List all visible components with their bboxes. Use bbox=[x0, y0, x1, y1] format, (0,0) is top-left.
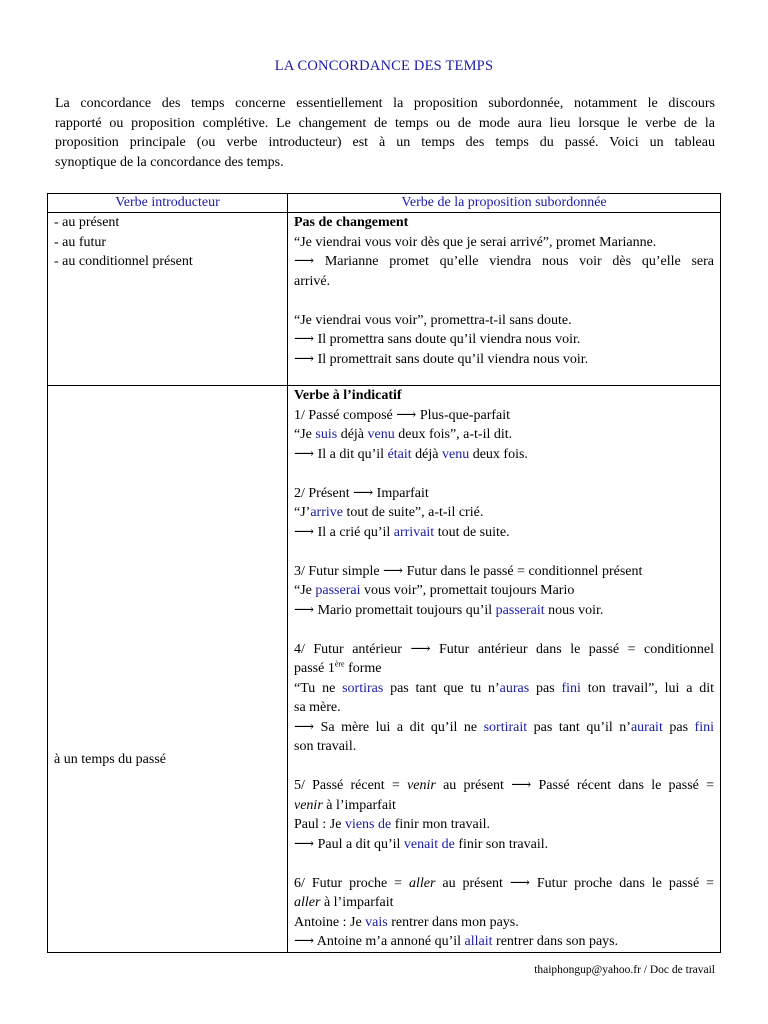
example-line: ⟶ Il promettrait sans doute qu’il viendra nous voir. bbox=[294, 351, 589, 367]
intro-line: rapporté ou proposition complétive. Le changement de temps ou de mode aura lieu lorsque le verbe de la bbox=[55, 115, 715, 131]
tense-item: - au présent bbox=[54, 215, 120, 230]
example-line: ⟶ Il promettra sans doute qu’il viendra nous voir. bbox=[294, 332, 581, 347]
section-heading: Verbe à l’indicatif bbox=[294, 388, 402, 403]
example-line: ⟶ Marianne promet qu’elle viendra nous voir dès qu’elle sera bbox=[294, 254, 714, 269]
table-header-row bbox=[48, 194, 721, 213]
example-line: ⟶ Sa mère lui a dit qu’il ne sortirait pas tant qu’il n’aurait pas fini bbox=[294, 719, 714, 735]
example-line: ⟶ Il a dit qu’il était déjà venu deux fois. bbox=[294, 446, 528, 462]
row1-left-cell bbox=[48, 213, 288, 386]
tense-item: - au conditionnel présent bbox=[54, 254, 193, 269]
concordance-table bbox=[47, 193, 721, 953]
rule-title: 3/ Futur simple ⟶ Futur dans le passé = conditionnel présent bbox=[294, 563, 643, 579]
row2-left-cell bbox=[48, 386, 288, 953]
example-line: Antoine : Je vais rentrer dans mon pays. bbox=[294, 914, 519, 930]
example-line: sa mère. bbox=[294, 700, 341, 715]
section-heading: Pas de changement bbox=[294, 215, 409, 230]
rule-title: 1/ Passé composé ⟶ Plus-que-parfait bbox=[294, 407, 511, 423]
tense-item: à un temps du passé bbox=[54, 751, 166, 767]
row2-right-cell bbox=[288, 386, 721, 953]
header-verbe-introducteur: Verbe introducteur bbox=[48, 194, 288, 213]
example-line: ⟶ Il a crié qu’il arrivait tout de suite. bbox=[294, 524, 510, 540]
example-line: “Tu ne sortiras pas tant que tu n’auras pas fini ton travail”, lui a dit bbox=[294, 680, 715, 696]
page-footer: thaiphongup@yahoo.fr / Doc de travail bbox=[534, 964, 715, 976]
rule-title: 4/ Futur antérieur ⟶ Futur antérieur dans le passé = conditionnel bbox=[294, 641, 714, 657]
rule-title: 5/ Passé récent = venir au présent ⟶ Passé récent dans le passé = bbox=[294, 778, 714, 793]
example-line: “Je viendrai vous voir”, promettra-t-il sans doute. bbox=[294, 312, 572, 328]
example-line: arrivé. bbox=[294, 273, 331, 289]
example-line: son travail. bbox=[294, 739, 357, 754]
example-line: “Je viendrai vous voir dès que je serai arrivé”, promet Marianne. bbox=[294, 234, 657, 250]
spacer bbox=[294, 757, 714, 777]
rule-title: 6/ Futur proche = aller au présent ⟶ Futur proche dans le passé = bbox=[294, 875, 714, 891]
spacer bbox=[294, 620, 714, 640]
example-line: Paul : Je viens de finir mon travail. bbox=[294, 817, 490, 832]
rule-title: aller à l’imparfait bbox=[294, 895, 394, 910]
table-row bbox=[48, 213, 721, 386]
table-row bbox=[48, 386, 721, 953]
spacer bbox=[294, 464, 714, 484]
spacer bbox=[294, 542, 714, 562]
example-line: ⟶ Antoine m’a annoné qu’il allait rentrer dans son pays. bbox=[294, 934, 619, 949]
spacer bbox=[294, 854, 714, 874]
row1-right-cell bbox=[288, 213, 721, 386]
spacer bbox=[294, 291, 714, 311]
example-line: ⟶ Mario promettait toujours qu’il passerait nous voir. bbox=[294, 602, 604, 618]
example-line: ⟶ Paul a dit qu’il venait de finir son travail. bbox=[294, 836, 549, 852]
intro-line: proposition principale (ou verbe introducteur) est à un temps des temps du passé. Voici un tableau bbox=[55, 135, 715, 150]
header-verbe-subordonnee: Verbe de la proposition subordonnée bbox=[288, 194, 721, 213]
example-line: “Je suis déjà venu deux fois”, a-t-il dit. bbox=[294, 427, 513, 442]
rule-title: passé 1ère forme bbox=[294, 659, 382, 676]
page-title: LA CONCORDANCE DES TEMPS bbox=[274, 58, 494, 74]
rule-title: 2/ Présent ⟶ Imparfait bbox=[294, 485, 429, 501]
intro-line: synoptique de la concordance des temps. bbox=[55, 154, 284, 170]
rule-title: venir à l’imparfait bbox=[294, 797, 396, 813]
intro-paragraph bbox=[55, 94, 715, 172]
intro-line: La concordance des temps concerne essentiellement la proposition subordonnée, notamment le discours bbox=[55, 96, 715, 111]
example-line: “Je passerai vous voir”, promettait toujours Mario bbox=[294, 583, 575, 598]
example-line: “J’arrive tout de suite”, a-t-il crié. bbox=[294, 505, 484, 520]
tense-item: - au futur bbox=[54, 234, 107, 250]
